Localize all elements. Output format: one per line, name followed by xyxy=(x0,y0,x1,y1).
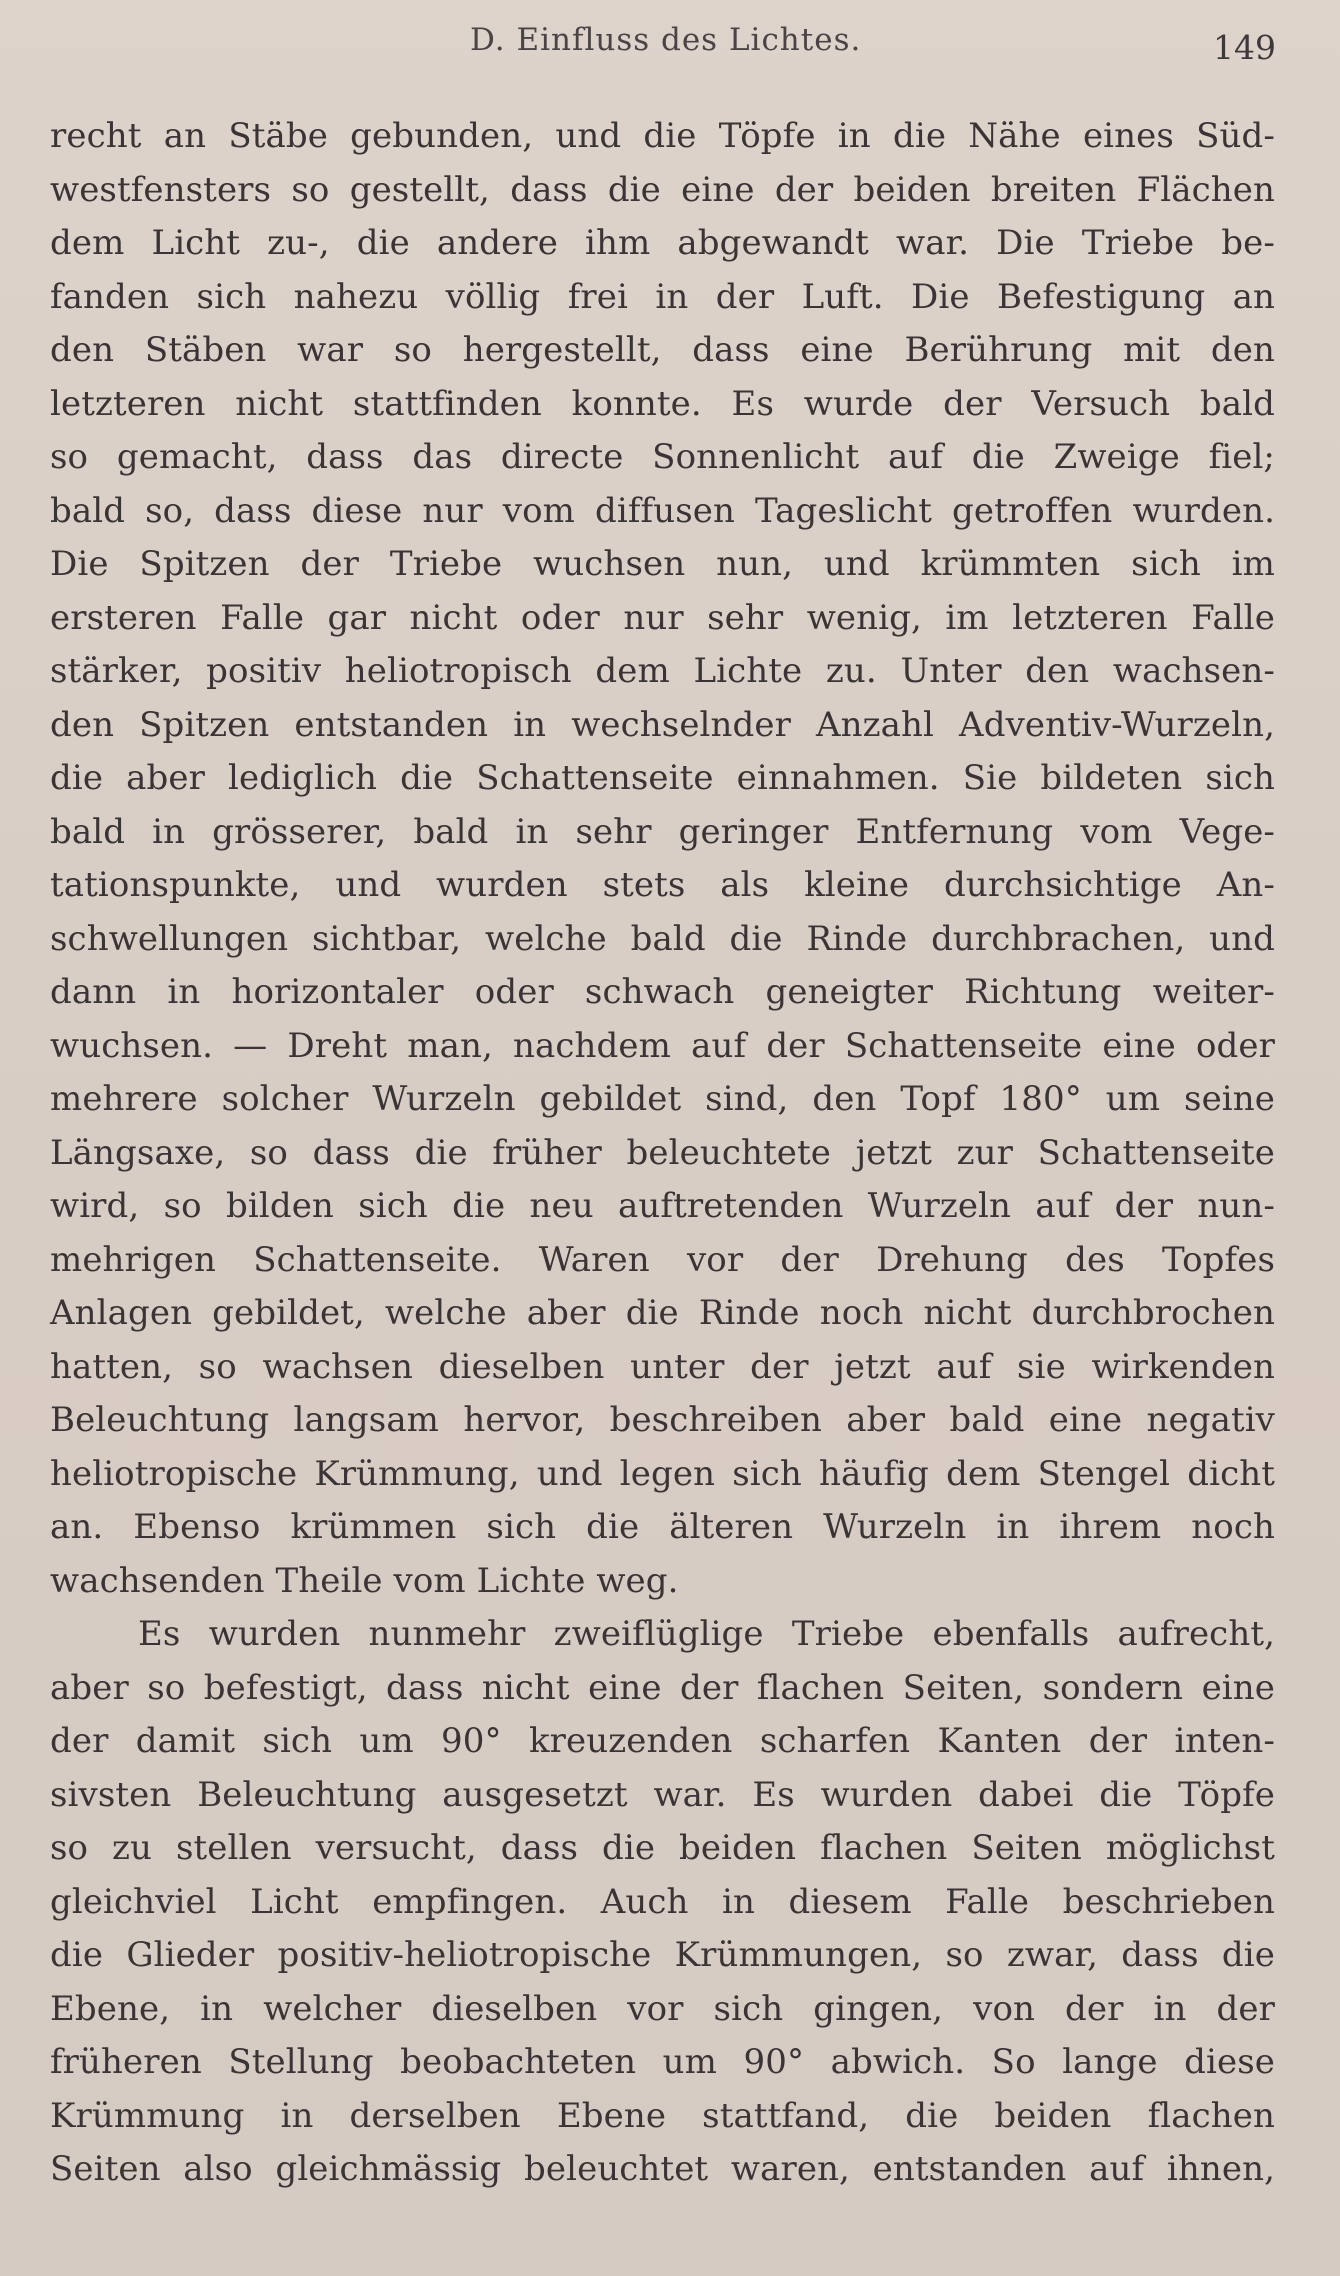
text-line: dem Licht zu-, die andere ihm abgewandt war. Die Triebe be- xyxy=(50,223,1275,263)
text-line: die Glieder positiv-heliotropische Krümmungen, so zwar, dass die xyxy=(50,1935,1275,1975)
text-line: bald in grösserer, bald in sehr geringer Entfernung vom Vege- xyxy=(50,811,1275,852)
running-head xyxy=(0,18,1340,78)
page-number: 149 xyxy=(1213,28,1276,67)
paragraph-2 xyxy=(50,1608,1275,2197)
text-line: westfensters so gestellt, dass die eine der beiden breiten Flächen xyxy=(50,169,1275,210)
text-line: den Spitzen entstanden in wechselnder Anzahl Adventiv-Wurzeln, xyxy=(50,704,1275,745)
text-line: an. Ebenso krümmen sich die älteren Wurzeln in ihrem noch xyxy=(50,1507,1275,1547)
text-line: letzteren nicht stattfinden konnte. Es wurde der Versuch bald xyxy=(50,383,1275,424)
text-line: stärker, positiv heliotropisch dem Lichte zu. Unter den wachsen- xyxy=(50,651,1275,691)
text-line: heliotropische Krümmung, und legen sich häufig dem Stengel dicht xyxy=(50,1453,1275,1494)
text-line: Die Spitzen der Triebe wuchsen nun, und krümmten sich im xyxy=(50,544,1275,584)
text-line: sivsten Beleuchtung ausgesetzt war. Es wurden dabei die Töpfe xyxy=(50,1774,1275,1815)
text-line: Es wurden nunmehr zweiflüglige Triebe ebenfalls aufrecht, xyxy=(138,1614,1275,1654)
text-line: die aber lediglich die Schattenseite einnahmen. Sie bildeten sich xyxy=(50,758,1275,798)
text-line: der damit sich um 90° kreuzenden scharfen Kanten der inten- xyxy=(50,1721,1275,1761)
text-line: Seiten also gleichmässig beleuchtet waren, entstanden auf ihnen, xyxy=(50,2149,1275,2189)
text-line: Ebene, in welcher dieselben vor sich gingen, von der in der xyxy=(50,1988,1275,2029)
text-line: Beleuchtung langsam hervor, beschreiben aber bald eine negativ xyxy=(50,1400,1275,1440)
text-line: so zu stellen versucht, dass die beiden flachen Seiten möglichst xyxy=(50,1828,1275,1868)
body-text xyxy=(50,110,1275,2197)
text-line: fanden sich nahezu völlig frei in der Luft. Die Befestigung an xyxy=(50,276,1275,317)
text-line: gleichviel Licht empfingen. Auch in diesem Falle beschrieben xyxy=(50,1881,1275,1922)
text-line: dann in horizontaler oder schwach geneigter Richtung weiter- xyxy=(50,972,1275,1012)
text-line: so gemacht, dass das directe Sonnenlicht auf die Zweige fiel; xyxy=(50,437,1275,477)
text-line: Krümmung in derselben Ebene stattfand, die beiden flachen xyxy=(50,2095,1275,2136)
text-line: Längsaxe, so dass die früher beleuchtete jetzt zur Schattenseite xyxy=(50,1132,1275,1173)
text-line: tationspunkte, und wurden stets als kleine durchsichtige An- xyxy=(50,865,1275,905)
text-line: wird, so bilden sich die neu auftretenden Wurzeln auf der nun- xyxy=(50,1186,1275,1226)
text-line: ersteren Falle gar nicht oder nur sehr wenig, im letzteren Falle xyxy=(50,597,1275,638)
text-line: mehrere solcher Wurzeln gebildet sind, den Topf 180° um seine xyxy=(50,1079,1275,1119)
paragraph-1 xyxy=(50,110,1275,1608)
text-line: früheren Stellung beobachteten um 90° abwich. So lange diese xyxy=(50,2042,1275,2082)
text-line: hatten, so wachsen dieselben unter der jetzt auf sie wirkenden xyxy=(50,1346,1275,1387)
text-line: Anlagen gebildet, welche aber die Rinde noch nicht durchbrochen xyxy=(50,1293,1275,1333)
text-line: aber so befestigt, dass nicht eine der flachen Seiten, sondern eine xyxy=(50,1667,1275,1708)
text-line: mehrigen Schattenseite. Waren vor der Drehung des Topfes xyxy=(50,1239,1275,1280)
text-line: den Stäben war so hergestellt, dass eine Berührung mit den xyxy=(50,330,1275,370)
text-line: bald so, dass diese nur vom diffusen Tageslicht getroffen wurden. xyxy=(50,490,1275,531)
text-line: schwellungen sichtbar, welche bald die Rinde durchbrachen, und xyxy=(50,918,1275,959)
running-title: D. Einfluss des Lichtes. xyxy=(470,22,862,58)
text-line: wuchsen. — Dreht man, nachdem auf der Schattenseite eine oder xyxy=(50,1025,1275,1066)
text-line: wachsenden Theile vom Lichte weg. xyxy=(50,1560,679,1601)
text-line: recht an Stäbe gebunden, und die Töpfe in die Nähe eines Süd- xyxy=(50,116,1275,156)
